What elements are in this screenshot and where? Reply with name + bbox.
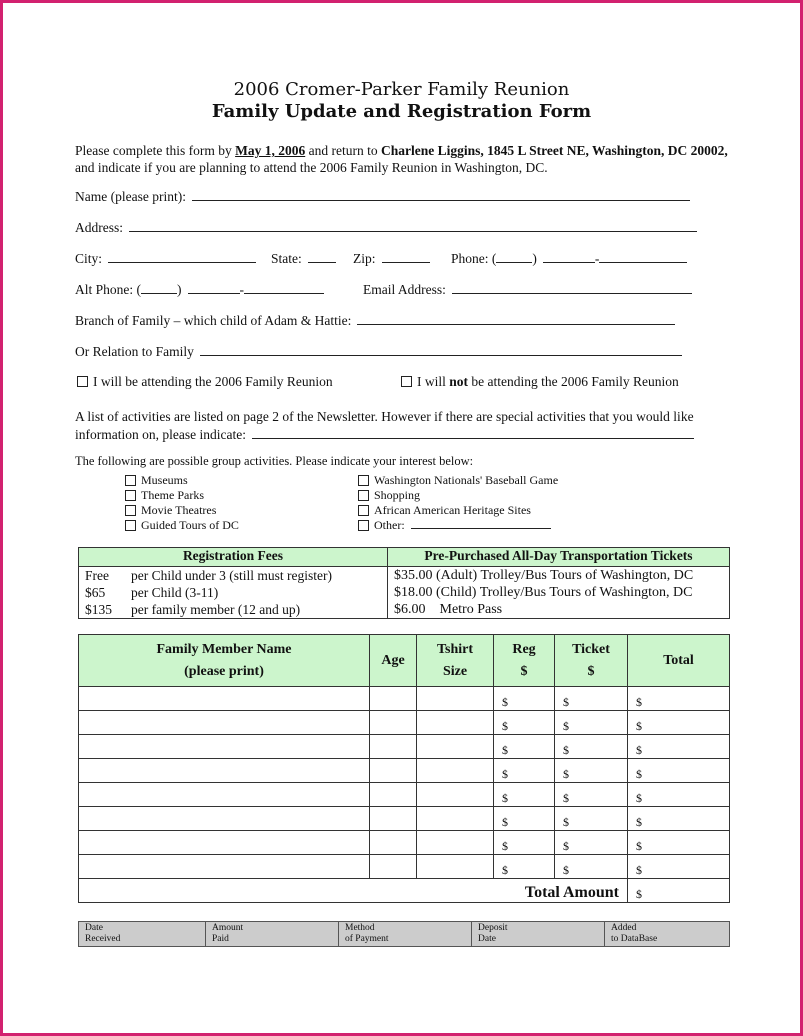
ticket-cell[interactable]: $ [555, 759, 628, 783]
phone-paren: ) [532, 251, 537, 266]
fee-desc: per family member (12 and up) [131, 602, 301, 617]
alt-phone-field[interactable] [75, 281, 324, 298]
members-table [78, 634, 730, 903]
not-attending-label-end: be attending the 2006 Family Reunion [468, 374, 679, 389]
checkbox[interactable] [125, 520, 136, 531]
zip-field[interactable] [353, 250, 430, 267]
tshirt-cell[interactable] [417, 831, 494, 855]
total-cell[interactable]: $ [628, 783, 730, 807]
tshirt-cell[interactable] [417, 807, 494, 831]
office-label: to DataBase [611, 934, 658, 944]
activity-label: Guided Tours of DC [141, 518, 239, 532]
fee-desc: per Child under 3 (still must register) [131, 568, 332, 583]
col-reg-line2: $ [520, 663, 528, 679]
activity-label: Movie Theatres [141, 503, 217, 517]
tshirt-cell[interactable] [417, 855, 494, 879]
table-row [79, 831, 730, 855]
ticket-cell[interactable]: $ [555, 735, 628, 759]
office-use-table [78, 921, 730, 947]
checkbox[interactable] [358, 490, 369, 501]
alt-phone-paren: ) [177, 282, 182, 297]
total-cell[interactable]: $ [628, 807, 730, 831]
activity-museums[interactable] [125, 473, 188, 488]
not-attending-checkbox[interactable] [401, 376, 412, 387]
activity-baseball[interactable] [358, 473, 558, 488]
state-line[interactable] [308, 250, 336, 263]
member-name-cell[interactable] [79, 855, 370, 879]
relation-field[interactable] [75, 343, 682, 360]
table-row [79, 783, 730, 807]
checkbox[interactable] [358, 520, 369, 531]
city-label: City: [75, 251, 103, 266]
activity-other[interactable] [358, 518, 551, 533]
members-header-row [79, 635, 730, 687]
table-row [79, 807, 730, 831]
age-cell[interactable] [370, 735, 417, 759]
tshirt-cell[interactable] [417, 687, 494, 711]
ticket-cell[interactable]: $ [555, 783, 628, 807]
transport-tickets-header: Pre-Purchased All-Day Transportation Tickets [388, 548, 730, 567]
tickets-cell [388, 567, 730, 619]
not-emphasis: not [449, 374, 469, 389]
attending-option[interactable] [77, 374, 333, 390]
col-ticket-line2: $ [587, 663, 595, 679]
email-label: Email Address: [363, 282, 446, 297]
ticket-cell[interactable]: $ [555, 831, 628, 855]
ticket-option: $35.00 (Adult) Trolley/Bus Tours of Washington, DC [394, 568, 694, 583]
reg-cell[interactable]: $ [494, 855, 555, 879]
not-attending-label: I will [417, 374, 450, 389]
zip-label: Zip: [353, 251, 376, 266]
alt-phone-prefix-line[interactable] [188, 281, 240, 294]
col-tshirt [417, 635, 494, 687]
tshirt-cell[interactable] [417, 783, 494, 807]
activity-label: Museums [141, 473, 188, 487]
state-field[interactable] [271, 250, 336, 267]
form-title: 2006 Cromer-Parker Family Reunion [233, 79, 570, 100]
ticket-cell[interactable]: $ [555, 687, 628, 711]
activity-heritage-sites[interactable] [358, 503, 531, 518]
age-cell[interactable] [370, 855, 417, 879]
activity-movie-theatres[interactable] [125, 503, 216, 518]
table-row [79, 759, 730, 783]
method-payment-cell [339, 922, 472, 947]
email-line[interactable] [452, 281, 692, 294]
age-cell[interactable] [370, 711, 417, 735]
member-name-cell[interactable] [79, 687, 370, 711]
fee-row [85, 584, 332, 601]
address-field[interactable] [75, 219, 697, 236]
activity-label: Shopping [374, 488, 421, 502]
special-activities-field[interactable] [75, 426, 694, 443]
table-row [79, 711, 730, 735]
state-label: State: [271, 251, 302, 266]
activity-guided-tours[interactable] [125, 518, 239, 533]
deposit-date-cell [472, 922, 605, 947]
col-tshirt-line1: Tshirt [436, 641, 474, 657]
fees-cell [79, 567, 388, 619]
member-name-cell[interactable] [79, 759, 370, 783]
branch-line[interactable] [357, 312, 675, 325]
fee-amount: $65 [85, 585, 106, 600]
col-reg-line1: Reg [512, 641, 536, 657]
member-name-cell[interactable] [79, 807, 370, 831]
special-activities-line[interactable] [252, 426, 694, 439]
fee-row [85, 567, 332, 584]
activities-note-line1: A list of activities are listed on page 2 of the Newsletter. However if there are special activities that you would like [75, 409, 694, 424]
checkbox[interactable] [358, 505, 369, 516]
reg-cell[interactable]: $ [494, 687, 555, 711]
other-line[interactable] [411, 518, 551, 529]
tshirt-cell[interactable] [417, 735, 494, 759]
date-received-cell [79, 922, 206, 947]
office-label: of Payment [345, 934, 389, 944]
total-amount-label: Total Amount [79, 879, 628, 903]
activity-theme-parks[interactable] [125, 488, 204, 503]
checkbox[interactable] [125, 475, 136, 486]
ticket-cell[interactable]: $ [555, 855, 628, 879]
table-row [79, 687, 730, 711]
amount-paid-cell [206, 922, 339, 947]
fee-amount: Free [85, 568, 109, 583]
total-amount-cell[interactable]: $ [628, 879, 730, 903]
added-database-cell [605, 922, 730, 947]
alt-phone-area-line[interactable] [141, 281, 177, 294]
intro-text: Please complete this form by [75, 143, 236, 158]
special-activities-label: information on, please indicate: [75, 427, 246, 442]
ticket-option: $6.00 Metro Pass [394, 602, 503, 617]
member-name-cell[interactable] [79, 711, 370, 735]
total-cell[interactable]: $ [628, 855, 730, 879]
checkbox[interactable] [125, 505, 136, 516]
fee-list [85, 567, 332, 618]
col-name-line2: (please print) [184, 663, 264, 679]
address-label: Address: [75, 220, 123, 235]
ticket-cell[interactable]: $ [555, 711, 628, 735]
checkbox[interactable] [358, 475, 369, 486]
col-tshirt-line2: Size [442, 663, 468, 679]
activity-label: Other: [374, 518, 405, 532]
phone-number-line[interactable] [599, 250, 687, 263]
phone-field[interactable] [451, 250, 687, 267]
age-cell[interactable] [370, 783, 417, 807]
checkbox[interactable] [125, 490, 136, 501]
total-cell[interactable]: $ [628, 687, 730, 711]
name-label: Name (please print): [75, 189, 186, 204]
member-name-cell[interactable] [79, 783, 370, 807]
reg-cell[interactable]: $ [494, 735, 555, 759]
reg-cell[interactable]: $ [494, 831, 555, 855]
ticket-cell[interactable]: $ [555, 807, 628, 831]
age-cell[interactable] [370, 831, 417, 855]
form-subtitle: Family Update and Registration Form [211, 101, 592, 122]
col-ticket [555, 635, 628, 687]
not-attending-option[interactable] [401, 374, 679, 390]
col-family-member [79, 635, 370, 687]
age-cell[interactable] [370, 807, 417, 831]
reg-cell[interactable]: $ [494, 759, 555, 783]
fee-row [85, 601, 332, 618]
email-field[interactable] [363, 281, 692, 298]
registration-fees-header: Registration Fees [79, 548, 388, 567]
office-label: Added [611, 923, 637, 933]
zip-line[interactable] [382, 250, 430, 263]
name-field[interactable] [75, 188, 690, 205]
intro-text: and return to [305, 143, 381, 158]
tshirt-cell[interactable] [417, 759, 494, 783]
activity-shopping[interactable] [358, 488, 420, 503]
table-row [79, 735, 730, 759]
name-line[interactable] [192, 188, 690, 201]
ticket-option: $18.00 (Child) Trolley/Bus Tours of Washington, DC [394, 585, 693, 600]
branch-label: Branch of Family – which child of Adam & Hattie: [75, 313, 352, 328]
office-label: Received [85, 934, 121, 944]
relation-line[interactable] [200, 343, 682, 356]
activity-label: Theme Parks [141, 488, 204, 502]
office-label: Amount [212, 923, 244, 933]
col-total: Total [628, 635, 730, 687]
relation-label: Or Relation to Family [75, 344, 194, 359]
fees-table [78, 547, 730, 619]
attending-checkbox[interactable] [77, 376, 88, 387]
col-age: Age [370, 635, 417, 687]
fee-desc: per Child (3-11) [131, 585, 219, 600]
office-label: Date [478, 934, 496, 944]
deadline-date: May 1, 2006 [235, 143, 306, 158]
phone-label: Phone: ( [451, 251, 497, 266]
col-ticket-line1: Ticket [572, 641, 610, 657]
return-address: Charlene Liggins, 1845 L Street NE, Washington, DC 20002, [380, 143, 728, 158]
reg-cell[interactable]: $ [494, 807, 555, 831]
member-name-cell[interactable] [79, 831, 370, 855]
office-label: Date [85, 923, 103, 933]
office-label: Deposit [478, 923, 508, 933]
table-row [79, 855, 730, 879]
total-cell[interactable]: $ [628, 831, 730, 855]
city-line[interactable] [108, 250, 256, 263]
activity-label: Washington Nationals' Baseball Game [374, 473, 559, 487]
age-cell[interactable] [370, 759, 417, 783]
reg-cell[interactable]: $ [494, 783, 555, 807]
total-row [79, 879, 730, 903]
total-cell[interactable]: $ [628, 711, 730, 735]
office-label: Method [345, 923, 375, 933]
alt-phone-number-line[interactable] [244, 281, 324, 294]
age-cell[interactable] [370, 687, 417, 711]
tshirt-cell[interactable] [417, 711, 494, 735]
col-reg [494, 635, 555, 687]
office-label: Paid [212, 934, 229, 944]
phone-prefix-line[interactable] [543, 250, 595, 263]
member-rows [79, 687, 730, 879]
alt-phone-dash: - [239, 282, 244, 297]
total-cell[interactable]: $ [628, 735, 730, 759]
branch-field[interactable] [75, 312, 675, 329]
activity-label: African American Heritage Sites [374, 503, 531, 517]
group-activities-intro: The following are possible group activities. Please indicate your interest below: [75, 454, 474, 468]
address-line[interactable] [129, 219, 697, 232]
total-cell[interactable]: $ [628, 759, 730, 783]
fee-amount: $135 [85, 602, 112, 617]
reg-cell[interactable]: $ [494, 711, 555, 735]
col-name-line1: Family Member Name [156, 641, 292, 657]
alt-phone-label: Alt Phone: ( [75, 282, 141, 297]
intro-text: and indicate if you are planning to attend the 2006 Family Reunion in Washington, DC. [75, 160, 548, 175]
member-name-cell[interactable] [79, 735, 370, 759]
attending-label: I will be attending the 2006 Family Reunion [93, 374, 333, 389]
intro-paragraph [75, 142, 735, 176]
city-field[interactable] [75, 250, 256, 267]
phone-area-line[interactable] [496, 250, 532, 263]
phone-dash: - [594, 251, 600, 266]
